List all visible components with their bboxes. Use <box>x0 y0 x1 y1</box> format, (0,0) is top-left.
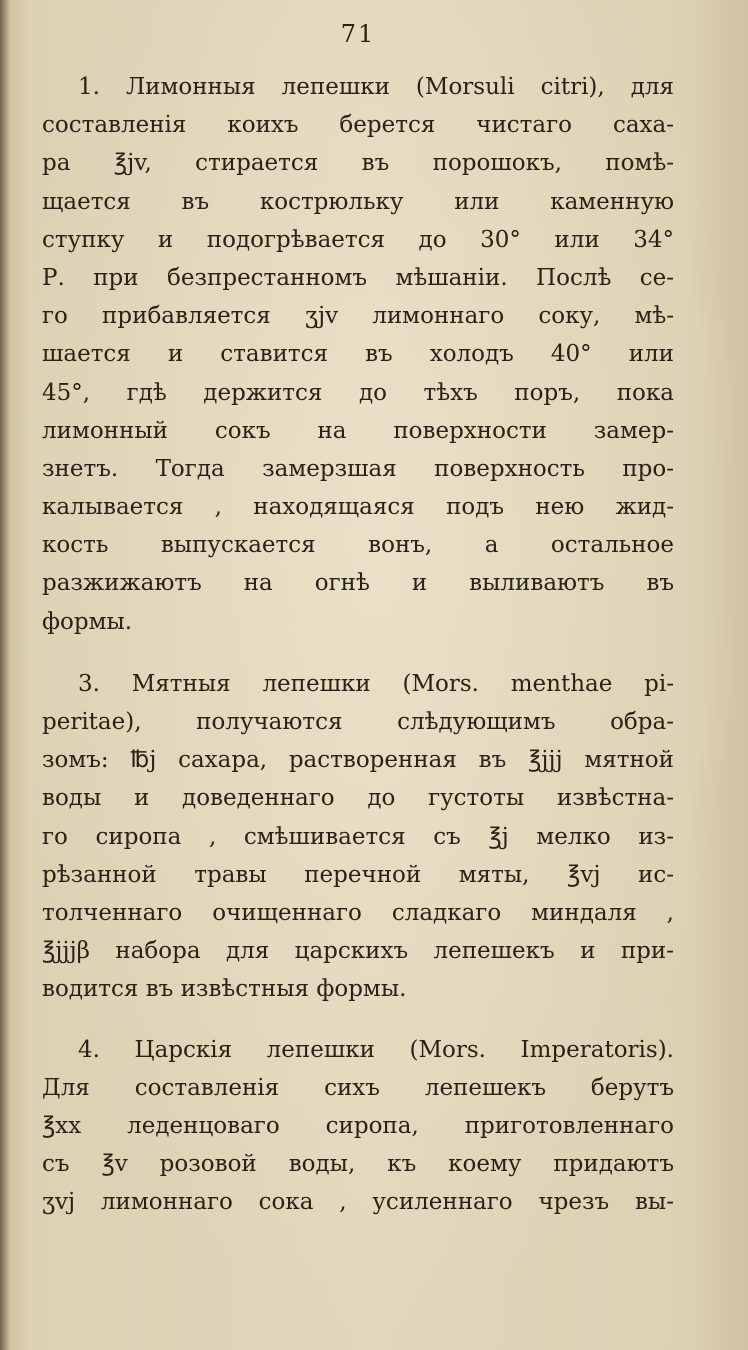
text-line: съ ℥v розовой воды, къ коему придаютъ <box>42 1151 674 1178</box>
paragraph-mint-lozenges <box>42 665 674 1009</box>
text-line: ℥xx леденцоваго сиропа, приготовленнаго <box>42 1112 674 1139</box>
text-line: формы. <box>42 608 133 635</box>
text-line: го сиропа , смѣшивается съ ℥j мелко из- <box>42 823 674 850</box>
paragraph-lemon-lozenges <box>42 68 674 641</box>
text-line: Р. при безпрестанномъ мѣшаніи. Послѣ се- <box>42 264 674 291</box>
text-line: толченнаго очищеннаго сладкаго миндаля , <box>42 899 674 926</box>
text-line: составленія коихъ берется чистаго саха- <box>42 112 674 139</box>
text-line: ступку и подогрѣвается до 30° или 34° <box>42 226 674 253</box>
text-line: ʒvj лимоннаго сока , усиленнаго чрезъ вы- <box>42 1189 674 1216</box>
page-number: 71 <box>340 20 376 48</box>
text-line: калывается , находящаяся подъ нею жид- <box>42 494 674 521</box>
text-line: Для составленія сихъ лепешекъ берутъ <box>42 1074 674 1101</box>
paragraph-spacer <box>42 1009 674 1031</box>
text-line: зомъ: ℔j сахара, растворенная въ ℥jjj мятной <box>42 747 674 774</box>
paragraph-spacer <box>42 641 674 665</box>
text-line: 1. Лимонныя лепешки (Morsuli citri), для <box>78 74 674 100</box>
text-line: peritae), получаются слѣдующимъ обра- <box>42 709 674 735</box>
text-line: 3. Мятныя лепешки (Mors. menthae pi- <box>78 670 674 697</box>
text-line: разжижаютъ на огнѣ и выливаютъ въ <box>42 570 674 597</box>
text-line: водится въ извѣстныя формы. <box>42 976 407 1003</box>
book-spine-shadow <box>0 0 10 1350</box>
text-line: рѣзанной травы перечной мяты, ℥vj ис- <box>42 861 674 888</box>
text-line: щается въ кострюльку или каменную <box>42 188 674 215</box>
text-line: го прибавляется ʒjv лимоннаго соку, мѣ- <box>42 303 674 330</box>
page-text <box>42 14 674 1221</box>
text-line: воды и доведеннаго до густоты извѣстна- <box>42 785 674 812</box>
text-line: шается и ставится въ холодъ 40° или <box>42 341 674 368</box>
text-line: 4. Царскія лепешки (Mors. Imperatoris). <box>78 1036 674 1063</box>
text-line: знетъ. Тогда замерзшая поверхность про- <box>42 455 674 482</box>
text-line: лимонный сокъ на поверхности замер- <box>42 417 674 444</box>
text-line: ℥jjjβ набора для царскихъ лепешекъ и при- <box>42 938 674 965</box>
text-line: ра ℥jv, стирается въ порошокъ, помѣ- <box>42 150 674 177</box>
paragraph-imperial-lozenges <box>42 1031 674 1222</box>
text-line: 45°, гдѣ держится до тѣхъ поръ, пока <box>42 379 674 406</box>
text-line: кость выпускается вонъ, а остальное <box>42 532 674 559</box>
